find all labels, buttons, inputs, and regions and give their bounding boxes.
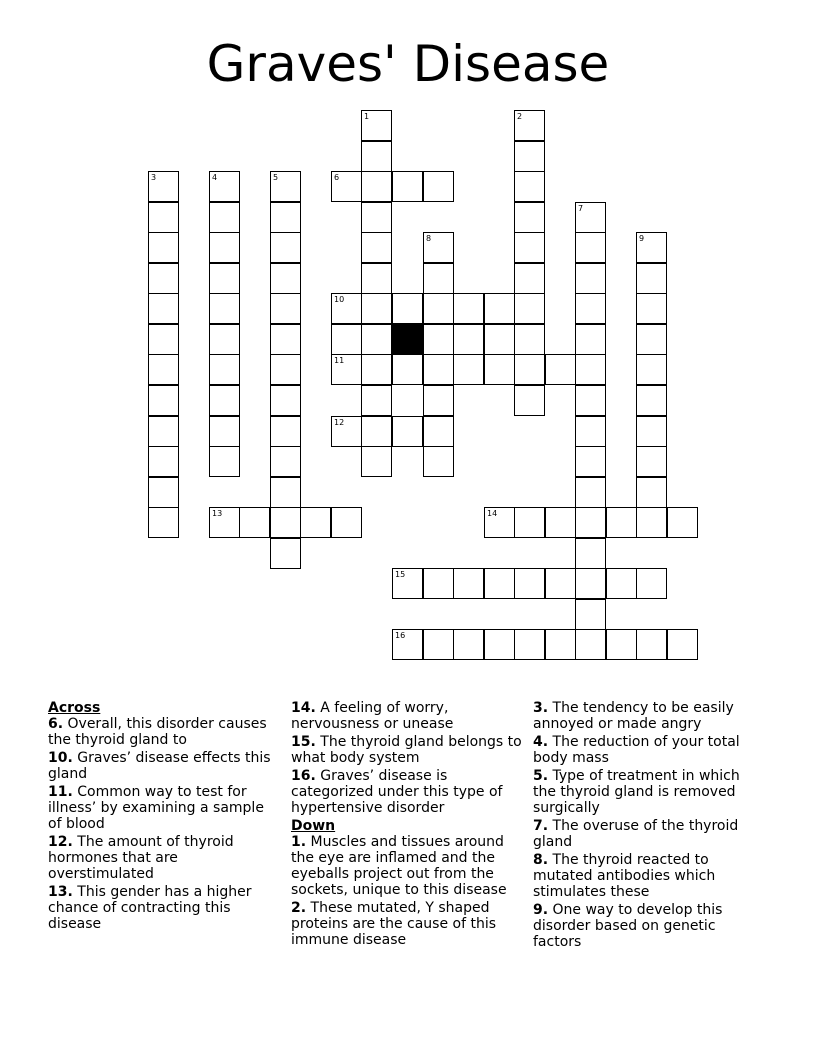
grid-cell[interactable]: [270, 293, 301, 324]
clue-across-16: 16. Graves’ disease is categorized under this type of hypertensive disorder: [291, 768, 503, 816]
grid-cell[interactable]: [423, 416, 454, 447]
grid-cell[interactable]: [575, 599, 606, 630]
grid-cell[interactable]: [423, 446, 454, 477]
clue-across-15: 15. The thyroid gland belongs to what body system: [291, 734, 522, 766]
black-square: [392, 324, 423, 355]
grid-cell[interactable]: [331, 354, 362, 385]
grid-cell[interactable]: [575, 629, 606, 660]
grid-cell[interactable]: [361, 416, 392, 447]
grid-cell[interactable]: [148, 263, 179, 294]
grid-cell[interactable]: [270, 354, 301, 385]
grid-cell[interactable]: [148, 507, 179, 538]
grid-cell[interactable]: [148, 324, 179, 355]
grid-cell[interactable]: [575, 263, 606, 294]
grid-cell[interactable]: [209, 202, 240, 233]
grid-cell[interactable]: [209, 416, 240, 447]
grid-cell[interactable]: [514, 263, 545, 294]
clue-across-12: 12. The amount of thyroid hormones that are overstimulated: [48, 834, 234, 882]
grid-cell[interactable]: [331, 416, 362, 447]
grid-cell[interactable]: [575, 232, 606, 263]
down-heading: Down: [291, 818, 336, 834]
grid-cell[interactable]: [209, 446, 240, 477]
grid-cell[interactable]: [361, 141, 392, 172]
clue-down-2: 2. These mutated, Y shaped proteins are the cause of this immune disease: [291, 900, 497, 948]
grid-cell[interactable]: [423, 385, 454, 416]
grid-cell[interactable]: [606, 507, 637, 538]
grid-cell[interactable]: [209, 507, 240, 538]
grid-cell[interactable]: [361, 354, 392, 385]
grid-cell[interactable]: [331, 507, 362, 538]
grid-cell[interactable]: [636, 416, 667, 447]
grid-cell[interactable]: [636, 293, 667, 324]
grid-cell[interactable]: [270, 416, 301, 447]
grid-cell[interactable]: [575, 202, 606, 233]
grid-cell[interactable]: [209, 385, 240, 416]
grid-cell[interactable]: [392, 416, 423, 447]
grid-cell[interactable]: [575, 324, 606, 355]
clue-down-4: 4. The reduction of your total body mass: [533, 734, 740, 766]
grid-cell[interactable]: [270, 446, 301, 477]
grid-cell[interactable]: [636, 354, 667, 385]
grid-cell[interactable]: [209, 324, 240, 355]
grid-cell[interactable]: [361, 324, 392, 355]
clue-down-1: 1. Muscles and tissues around the eye are inflamed and the eyeballs project out from the sockets, unique to this disease: [291, 834, 507, 898]
clue-number: 9: [639, 234, 645, 243]
grid-cell[interactable]: [270, 507, 301, 538]
page-title: Graves' Disease: [206, 35, 610, 93]
grid-cell[interactable]: [423, 568, 454, 599]
clue-number: 12: [334, 418, 345, 427]
grid-cell[interactable]: [606, 568, 637, 599]
grid-cell[interactable]: [361, 446, 392, 477]
grid-cell[interactable]: [636, 568, 667, 599]
grid-cell[interactable]: [453, 293, 484, 324]
grid-cell[interactable]: [361, 293, 392, 324]
clue-number: 14: [487, 509, 498, 518]
clue-number: 10: [334, 295, 345, 304]
clue-number: 16: [395, 631, 406, 640]
grid-cell[interactable]: [636, 385, 667, 416]
grid-cell[interactable]: [392, 171, 423, 202]
grid-cell[interactable]: [514, 324, 545, 355]
grid-cell[interactable]: [545, 568, 576, 599]
grid-cell[interactable]: [209, 293, 240, 324]
grid-cell[interactable]: [484, 354, 515, 385]
grid-cell[interactable]: [392, 354, 423, 385]
grid-cell[interactable]: [575, 385, 606, 416]
grid-cell[interactable]: [484, 507, 515, 538]
grid-cell[interactable]: [270, 232, 301, 263]
clue-down-3: 3. The tendency to be easily annoyed or made angry: [533, 700, 734, 732]
grid-cell[interactable]: [545, 354, 576, 385]
grid-cell[interactable]: [636, 263, 667, 294]
grid-cell[interactable]: [636, 477, 667, 508]
grid-cell[interactable]: [209, 171, 240, 202]
clue-across-14: 14. A feeling of worry, nervousness or unease: [291, 700, 454, 732]
grid-cell[interactable]: [484, 293, 515, 324]
grid-cell[interactable]: [148, 446, 179, 477]
grid-cell[interactable]: [270, 324, 301, 355]
grid-cell[interactable]: [575, 507, 606, 538]
clue-number: 6: [334, 173, 340, 182]
grid-cell[interactable]: [148, 171, 179, 202]
grid-cell[interactable]: [453, 629, 484, 660]
clue-number: 1: [364, 112, 370, 121]
clue-number: 7: [578, 204, 584, 213]
grid-cell[interactable]: [300, 507, 331, 538]
grid-cell[interactable]: [361, 110, 392, 141]
grid-cell[interactable]: [453, 324, 484, 355]
grid-cell[interactable]: [514, 171, 545, 202]
clue-number: 13: [212, 509, 223, 518]
clue-number: 11: [334, 356, 345, 365]
clue-across-11: 11. Common way to test for illness’ by examining a sample of blood: [48, 784, 264, 832]
grid-cell[interactable]: [484, 324, 515, 355]
grid-cell[interactable]: [453, 568, 484, 599]
grid-cell[interactable]: [514, 385, 545, 416]
grid-cell[interactable]: [575, 354, 606, 385]
clues-column-3: [533, 700, 765, 952]
grid-cell[interactable]: [361, 385, 392, 416]
grid-cell[interactable]: [239, 507, 270, 538]
clue-number: 2: [517, 112, 523, 121]
clue-number: 8: [426, 234, 432, 243]
grid-cell[interactable]: [606, 629, 637, 660]
clue-down-9: 9. One way to develop this disorder based on genetic factors: [533, 902, 723, 950]
clue-number: 5: [273, 173, 279, 182]
grid-cell[interactable]: [331, 293, 362, 324]
clue-down-7: 7. The overuse of the thyroid gland: [533, 818, 739, 850]
grid-cell[interactable]: [270, 263, 301, 294]
grid-cell[interactable]: [636, 232, 667, 263]
grid-cell[interactable]: [514, 232, 545, 263]
clues-column-1: [48, 700, 280, 934]
clue-number: 4: [212, 173, 218, 182]
grid-cell[interactable]: [148, 416, 179, 447]
grid-cell[interactable]: [514, 507, 545, 538]
grid-cell[interactable]: [484, 629, 515, 660]
clue-across-6: 6. Overall, this disorder causes the thyroid gland to: [48, 716, 267, 748]
grid-cell[interactable]: [575, 293, 606, 324]
grid-cell[interactable]: [667, 629, 698, 660]
clue-across-10: 10. Graves’ disease effects this gland: [48, 750, 271, 782]
grid-cell[interactable]: [148, 202, 179, 233]
grid-cell[interactable]: [423, 232, 454, 263]
grid-cell[interactable]: [423, 629, 454, 660]
grid-cell[interactable]: [484, 568, 515, 599]
grid-cell[interactable]: [270, 477, 301, 508]
grid-cell[interactable]: [331, 171, 362, 202]
grid-cell[interactable]: [148, 477, 179, 508]
grid-cell[interactable]: [514, 293, 545, 324]
grid-cell[interactable]: [667, 507, 698, 538]
grid-cell[interactable]: [392, 293, 423, 324]
grid-cell[interactable]: [575, 416, 606, 447]
grid-cell[interactable]: [453, 354, 484, 385]
grid-cell[interactable]: [148, 293, 179, 324]
clue-down-5: 5. Type of treatment in which the thyroid gland is removed surgically: [533, 768, 740, 816]
grid-cell[interactable]: [636, 629, 667, 660]
clues-column-2: [291, 700, 523, 950]
grid-cell[interactable]: [361, 171, 392, 202]
grid-cell[interactable]: [392, 629, 423, 660]
grid-cell[interactable]: [575, 477, 606, 508]
grid-cell[interactable]: [270, 385, 301, 416]
clue-down-8: 8. The thyroid reacted to mutated antibodies which stimulates these: [533, 852, 716, 900]
grid-cell[interactable]: [270, 171, 301, 202]
grid-cell[interactable]: [148, 354, 179, 385]
grid-cell[interactable]: [636, 324, 667, 355]
grid-cell[interactable]: [361, 202, 392, 233]
grid-cell[interactable]: [514, 568, 545, 599]
grid-cell[interactable]: [545, 629, 576, 660]
grid-cell[interactable]: [423, 293, 454, 324]
grid-cell[interactable]: [423, 324, 454, 355]
clue-number: 3: [151, 173, 157, 182]
grid-cell[interactable]: [392, 568, 423, 599]
grid-cell[interactable]: [514, 141, 545, 172]
grid-cell[interactable]: [209, 263, 240, 294]
grid-cell[interactable]: [423, 263, 454, 294]
grid-cell[interactable]: [423, 354, 454, 385]
grid-cell[interactable]: [514, 629, 545, 660]
grid-cell[interactable]: [423, 171, 454, 202]
grid-cell[interactable]: [270, 202, 301, 233]
grid-cell[interactable]: [270, 538, 301, 569]
grid-cell[interactable]: [636, 446, 667, 477]
grid-cell[interactable]: [514, 110, 545, 141]
grid-cell[interactable]: [575, 538, 606, 569]
grid-cell[interactable]: [514, 354, 545, 385]
clue-across-13: 13. This gender has a higher chance of contracting this disease: [48, 884, 252, 932]
grid-cell[interactable]: [636, 507, 667, 538]
grid-cell[interactable]: [545, 507, 576, 538]
grid-cell[interactable]: [331, 324, 362, 355]
grid-cell[interactable]: [575, 568, 606, 599]
grid-cell[interactable]: [361, 263, 392, 294]
grid-cell[interactable]: [209, 232, 240, 263]
grid-cell[interactable]: [514, 202, 545, 233]
clue-number: 15: [395, 570, 406, 579]
grid-cell[interactable]: [209, 354, 240, 385]
grid-cell[interactable]: [148, 232, 179, 263]
grid-cell[interactable]: [361, 232, 392, 263]
grid-cell[interactable]: [148, 385, 179, 416]
across-heading: Across: [48, 700, 101, 716]
grid-cell[interactable]: [575, 446, 606, 477]
